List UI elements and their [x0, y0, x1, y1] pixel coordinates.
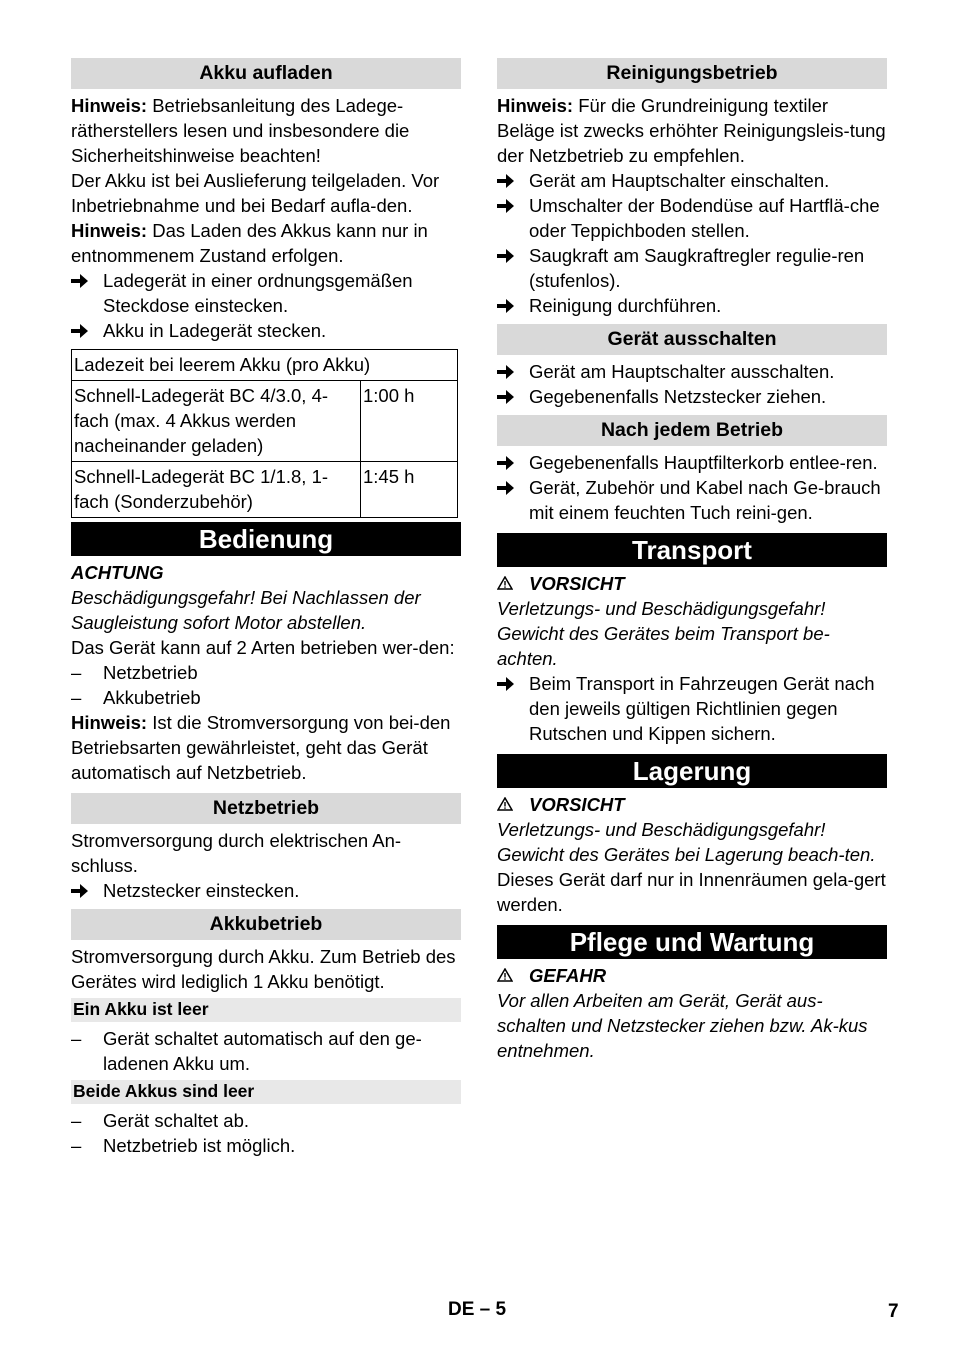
- heading-reinigungsbetrieb: Reinigungsbetrieb: [497, 58, 887, 89]
- vorsicht-label-line: VORSICHT: [497, 792, 887, 817]
- step-item: Gerät, Zubehör und Kabel nach Ge-brauch mit einem feuchten Tuch reini-gen.: [497, 475, 887, 525]
- charging-time-table: [71, 349, 458, 518]
- table-cell-label: Schnell-Ladegerät BC 1/1.8, 1-fach (Sonderzubehör): [72, 462, 361, 518]
- arrow-right-icon: [497, 450, 521, 475]
- heading-geraet-ausschalten: Gerät ausschalten: [497, 324, 887, 355]
- heading-bedienung: Bedienung: [71, 522, 461, 556]
- vorsicht-text: Verletzungs- und Beschädigungsgefahr! Gewicht des Gerätes beim Transport be-achten.: [497, 598, 830, 669]
- arrow-right-icon: [497, 359, 521, 384]
- page-number: 7: [888, 1301, 899, 1322]
- heading-pflege-und-wartung: Pflege und Wartung: [497, 925, 887, 959]
- hinweis-paragraph: Hinweis: Für die Grundreinigung textiler Beläge ist zwecks erhöhter Reinigungsleis-tung der Netzbetrieb zu empfehlen.: [497, 95, 886, 166]
- hinweis-paragraph: Hinweis: Ist die Stromversorgung von bei-den Betriebsarten gewährleistet, geht das Gerät automatisch auf Netzbetrieb.: [71, 712, 451, 783]
- heading-lagerung: Lagerung: [497, 754, 887, 788]
- arrow-right-icon: [497, 168, 521, 193]
- table-header-row: [72, 350, 458, 381]
- arrow-right-icon: [497, 293, 521, 318]
- step-item: Saugkraft am Saugkraftregler regulie-ren (stufenlos).: [497, 243, 887, 293]
- hinweis-paragraph: Hinweis: Das Laden des Akkus kann nur in entnommenem Zustand erfolgen.: [71, 220, 428, 266]
- dash-marker: –: [71, 687, 82, 708]
- table-cell-label: Schnell-Ladegerät BC 4/3.0, 4-fach (max. 4 Akkus werden nacheinander geladen): [72, 381, 361, 462]
- step-item: Gegebenenfalls Netzstecker ziehen.: [497, 384, 887, 409]
- arrow-right-icon: [497, 671, 521, 696]
- arrow-right-icon: [497, 243, 521, 268]
- table-row: [72, 381, 458, 462]
- gefahr-label-line: GEFAHR: [497, 963, 887, 988]
- step-item: Ladegerät in einer ordnungsgemäßen Steckdose einstecken.: [71, 268, 461, 318]
- vorsicht-text: Verletzungs- und Beschädigungsgefahr! Gewicht des Gerätes bei Lagerung beach-ten.: [497, 819, 876, 865]
- step-item: Gegebenenfalls Hauptfilterkorb entlee-ren.: [497, 450, 887, 475]
- heading-netzbetrieb: Netzbetrieb: [71, 793, 461, 824]
- step-item: Gerät am Hauptschalter ausschalten.: [497, 359, 887, 384]
- subheading-beide-akkus-leer: Beide Akkus sind leer: [71, 1080, 461, 1104]
- warning-triangle-icon: [497, 963, 515, 988]
- arrow-right-icon: [497, 475, 521, 500]
- warning-triangle-icon: [497, 571, 515, 596]
- arrow-right-icon: [497, 193, 521, 218]
- list-item: – Netzbetrieb ist möglich.: [71, 1135, 296, 1156]
- achtung-text: Beschädigungsgefahr! Bei Nachlassen der Saugleistung sofort Motor abstellen.: [71, 587, 421, 633]
- dash-marker: –: [71, 662, 82, 683]
- dash-marker: –: [71, 1135, 82, 1156]
- footer-section-label: DE – 5: [448, 1299, 507, 1320]
- vorsicht-label-line: VORSICHT: [497, 571, 887, 596]
- achtung-label: ACHTUNG: [71, 562, 164, 583]
- warning-triangle-icon: [497, 792, 515, 817]
- dash-marker: –: [71, 1028, 82, 1049]
- table-row: [72, 462, 458, 518]
- arrow-right-icon: [71, 318, 95, 343]
- table-cell-value: 1:00 h: [361, 381, 458, 462]
- paragraph: Das Gerät kann auf 2 Arten betrieben wer-den:: [71, 637, 455, 658]
- table-cell-value: 1:45 h: [361, 462, 458, 518]
- list-item: – Netzbetrieb: [71, 662, 198, 683]
- table-header-cell: Ladezeit bei leerem Akku (pro Akku): [72, 350, 458, 381]
- paragraph: Der Akku ist bei Auslieferung teilgeladen. Vor Inbetriebnahme und bei Bedarf aufla-den.: [71, 170, 440, 216]
- step-item: Akku in Ladegerät stecken.: [71, 318, 461, 343]
- step-item: Gerät am Hauptschalter einschalten.: [497, 168, 887, 193]
- arrow-right-icon: [71, 878, 95, 903]
- step-item: Umschalter der Bodendüse auf Hartflä-che oder Teppichboden stellen.: [497, 193, 887, 243]
- paragraph: Stromversorgung durch Akku. Zum Betrieb des Gerätes wird lediglich 1 Akku benötigt.: [71, 946, 456, 992]
- list-item: – Gerät schaltet automatisch auf den ge-ladenen Akku um.: [71, 1028, 422, 1074]
- hinweis-paragraph: Hinweis: Betriebsanleitung des Ladege-rätherstellers lesen und insbesondere die Sicherheitshinweise beachten!: [71, 95, 410, 166]
- list-item: – Akkubetrieb: [71, 687, 201, 708]
- subheading-ein-akku-leer: Ein Akku ist leer: [71, 998, 461, 1022]
- gefahr-text: Vor allen Arbeiten am Gerät, Gerät aus-schalten und Netzstecker ziehen bzw. Ak-kus entnehmen.: [497, 990, 868, 1061]
- step-item: Reinigung durchführen.: [497, 293, 887, 318]
- right-column: [497, 58, 887, 1063]
- heading-nach-jedem-betrieb: Nach jedem Betrieb: [497, 415, 887, 446]
- dash-marker: –: [71, 1110, 82, 1131]
- heading-akku-aufladen: Akku aufladen: [71, 58, 461, 89]
- arrow-right-icon: [497, 384, 521, 409]
- step-item: Beim Transport in Fahrzeugen Gerät nach den jeweils gültigen Richtlinien gegen Rutschen und Kippen sichern.: [497, 671, 887, 746]
- paragraph: Dieses Gerät darf nur in Innenräumen gela-gert werden.: [497, 869, 886, 915]
- heading-transport: Transport: [497, 533, 887, 567]
- heading-akkubetrieb: Akkubetrieb: [71, 909, 461, 940]
- list-item: – Gerät schaltet ab.: [71, 1110, 250, 1131]
- step-item: Netzstecker einstecken.: [71, 878, 461, 903]
- paragraph: Stromversorgung durch elektrischen An-schluss.: [71, 830, 402, 876]
- left-column: [71, 58, 461, 1158]
- arrow-right-icon: [71, 268, 95, 293]
